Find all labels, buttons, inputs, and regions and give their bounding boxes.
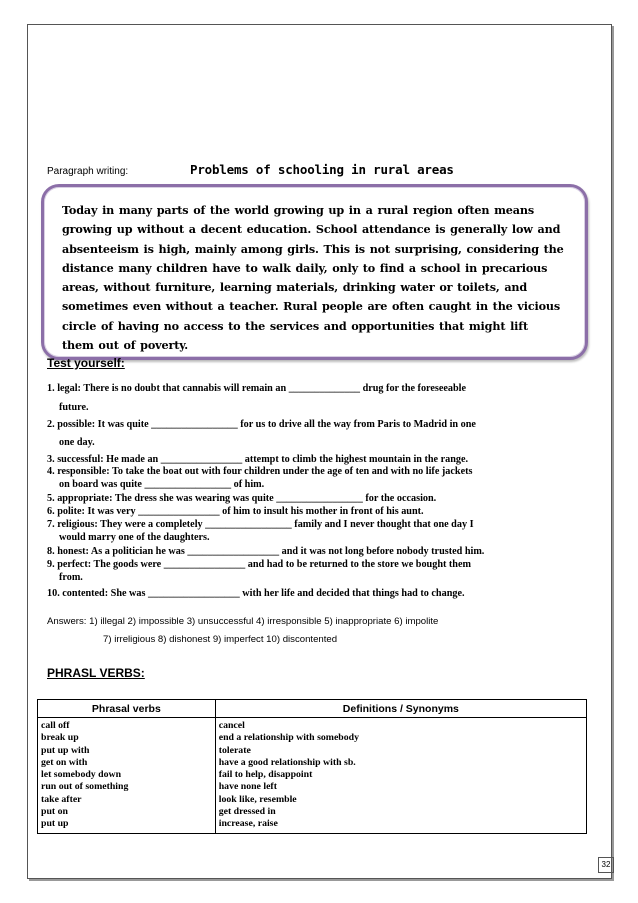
exercise-line: one day. [59, 437, 95, 448]
phrasal-verbs-cell [38, 718, 216, 834]
test-heading: Test yourself: [47, 356, 125, 370]
exercise-line: 10. contented: She was __________________ with her life and decided that things had to change. [47, 588, 465, 599]
phrasal-verb: put up with [41, 744, 90, 756]
phrasal-verb: run out of something [41, 781, 129, 793]
exercise-line: 8. honest: As a politician he was __________________ and it was not long before nobody trusted him. [47, 546, 485, 557]
phrasal-verb: take after [41, 793, 82, 805]
paragraph-line: growing up without a decent education. School attendance is generally low and [62, 222, 561, 237]
phrasal-verbs-table [37, 699, 587, 834]
exercise-line: 2. possible: It was quite _________________ for us to drive all the way from Paris to Madrid in one [47, 419, 476, 430]
paragraph-line: distance many children have to walk daily, only to find a school in precarious [62, 260, 548, 275]
paragraph-heading: Paragraph writing: [47, 166, 129, 177]
phrasal-verb: call off [41, 720, 70, 731]
exercise-line: on board was quite _________________ of him. [59, 479, 265, 490]
definition: increase, raise [218, 818, 278, 830]
column-header-definitions: Definitions / Synonyms [215, 700, 586, 718]
paragraph-line: circle of having no access to the services and opportunities that might lift [62, 318, 528, 333]
exercise-line: future. [59, 402, 89, 413]
definition: have none left [218, 781, 277, 793]
exercise-line: 5. appropriate: The dress she was wearing was quite _________________ for the occasion. [47, 493, 437, 504]
exercise-line: from. [59, 572, 83, 583]
paragraph-line: them out of poverty. [62, 338, 189, 353]
exercise-line: 9. perfect: The goods were ________________ and had to be returned to the store we bought them [47, 559, 471, 570]
paragraph-line: areas, without furniture, learning materials, drinking water or toilets, and [62, 280, 528, 295]
phrasal-verbs-heading: PHRASL VERBS: [47, 666, 145, 680]
phrasal-verb: get on with [41, 756, 88, 768]
definition: fail to help, disappoint [218, 769, 313, 781]
exercise-line: 7. religious: They were a completely _________________ family and I never thought that one day I [47, 519, 474, 530]
paragraph-title: Problems of schooling in rural areas [190, 162, 454, 177]
phrasal-verb: put on [41, 806, 68, 818]
phrasal-verb: break up [41, 732, 79, 744]
definition: have a good relationship with sb. [218, 756, 356, 768]
answers-line-2: 7) irreligious 8) dishonest 9) imperfect 10) discontented [103, 634, 338, 645]
paragraph-line: sometimes even without a teacher. Rural people are often caught in the vicious [62, 299, 561, 314]
definition: end a relationship with somebody [218, 732, 359, 744]
paragraph-line: absenteeism is high, mainly among girls. This is not surprising, considering the [62, 241, 564, 256]
paragraph-text [62, 201, 582, 355]
column-header-phrasal-verbs: Phrasal verbs [38, 700, 216, 718]
definition: look like, resemble [218, 793, 297, 805]
phrasal-verb: put up [41, 818, 69, 830]
exercise-line: would marry one of the daughters. [59, 532, 210, 543]
page-number: 32 [598, 857, 614, 873]
exercise-line: 1. legal: There is no doubt that cannabis will remain an ______________ drug for the foreseeable [47, 383, 467, 394]
answers-line-1: Answers: 1) illegal 2) impossible 3) unsuccessful 4) irresponsible 5) inappropriate 6) impolite [47, 616, 439, 627]
definitions-cell [215, 718, 586, 834]
definition: cancel [218, 720, 245, 731]
exercise-line: 4. responsible: To take the boat out with four children under the age of ten and with no life jackets [47, 466, 473, 477]
definition: tolerate [218, 744, 251, 756]
paragraph-line: Today in many parts of the world growing up in a rural region often means [62, 203, 534, 217]
phrasal-verb: let somebody down [41, 769, 122, 781]
exercise-line: 6. polite: It was very ________________ of him to insult his mother in front of his aunt. [47, 506, 424, 517]
definition: get dressed in [218, 806, 276, 818]
exercise-line: 3. successful: He made an ________________ attempt to climb the highest mountain in the range. [47, 454, 469, 465]
